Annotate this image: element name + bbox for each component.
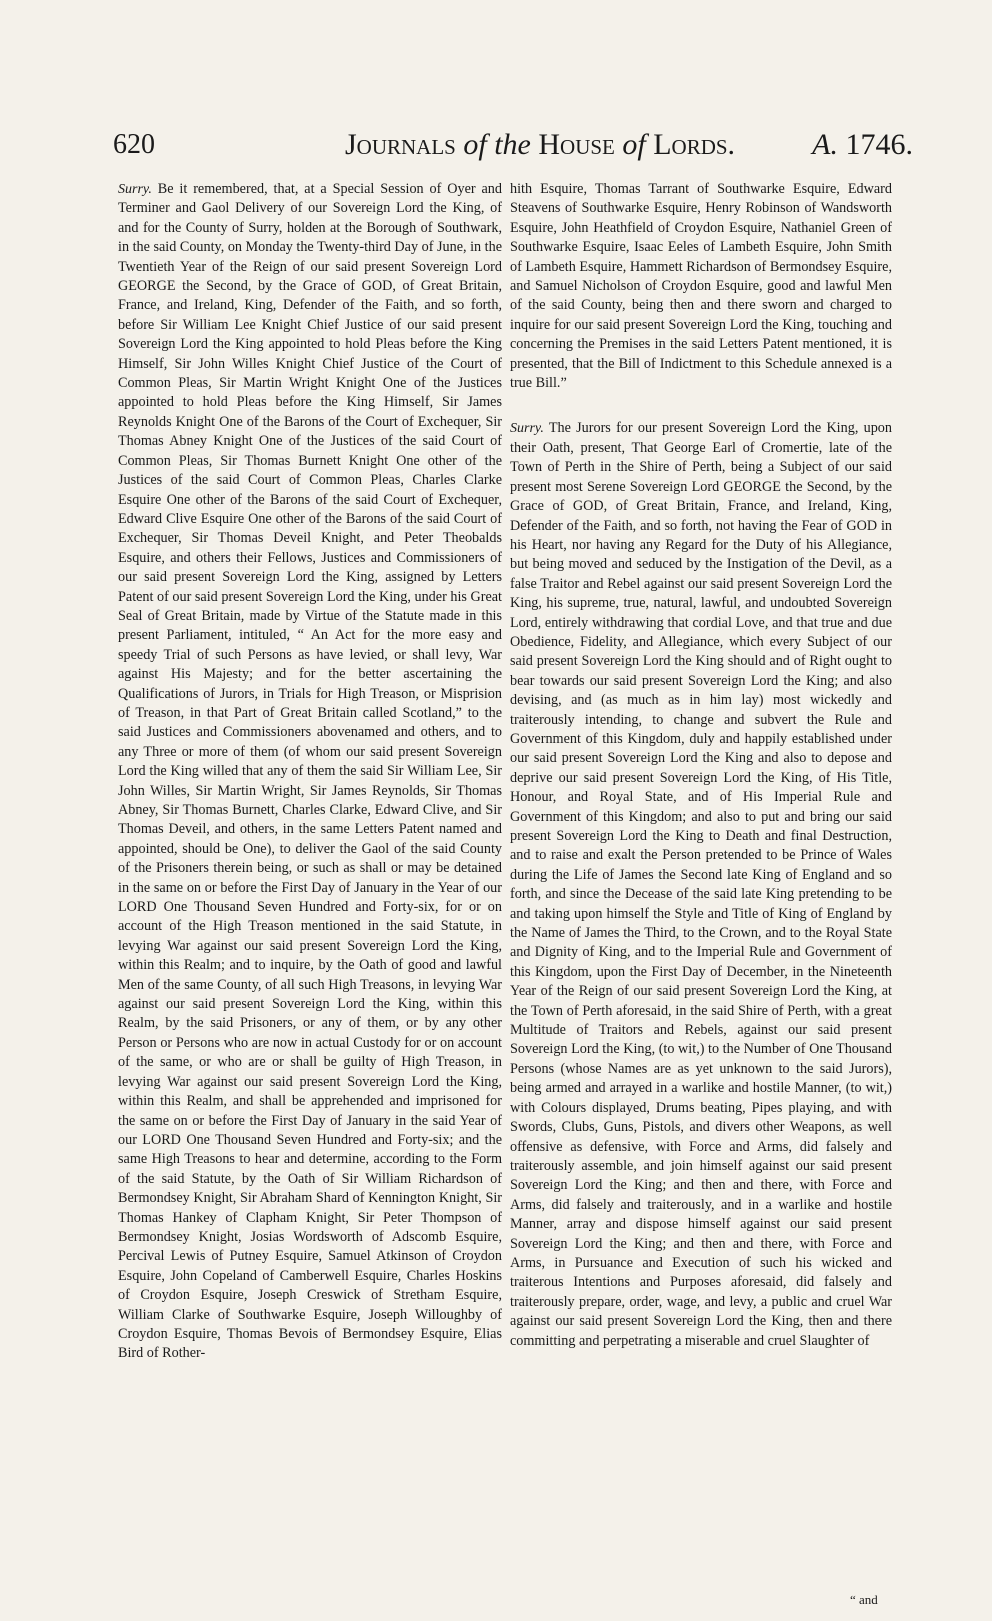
page-number: 620 — [113, 129, 155, 160]
right-margin-label: Surry. — [510, 421, 544, 437]
right-paragraph-2 — [510, 419, 892, 1351]
running-title — [345, 124, 735, 166]
right-column — [510, 180, 892, 1351]
year-label — [812, 124, 913, 166]
title-lords: Lords. — [653, 128, 736, 161]
right-paragraph-1: hith Esquire, Thomas Tarrant of Southwarke Esquire, Edward Steavens of Southwarke Esquire, Henry Robinson of Wandsworth Esquire, John Heathfield of Croydon Esquire, Nathaniel Green of Southwarke Esquire, Isaac Eeles of Lambeth Esquire, John Smith of Lambeth Esquire, Hammett Richardson of Bermondsey Esquire, and Samuel Nicholson of Croydon Esquire, good and lawful Men of the said County, being then and there sworn and charged to inquire for our said present Sovereign Lord the King, touching and concerning the Premises in the said Letters Patent mentioned, it is presented, that the Bill of Indictment to this Schedule annexed is a true Bill.” — [510, 181, 892, 392]
title-journals: Journals — [345, 128, 456, 161]
title-of: of — [463, 128, 487, 161]
year-value: 1746. — [845, 128, 913, 161]
page-header — [113, 124, 913, 166]
catchword: “ and — [850, 1592, 878, 1607]
left-margin-label: Surry. — [118, 182, 152, 197]
year-prefix: A. — [812, 128, 838, 161]
left-column — [118, 180, 502, 1364]
title-the: the — [494, 128, 531, 161]
title-of-2: of — [622, 128, 646, 161]
right-paragraph-2-text: The Jurors for our present Sovereign Lord the King, upon their Oath, present, That George Earl of Cromertie, late of the Town of Perth in the Shire of Perth, being a Subject of our said present most Serene Sovereign Lord GEORGE the Second, by the Grace of GOD, of Great Britain, France, and Ireland, King, Defender of the Faith, and so forth, not having the Fear of GOD in his Heart, nor having any Regard for the Duty of his Allegiance, but being moved and seduced by the Instigation of the Devil, as a false Traitor and Rebel against our said present Sovereign Lord the King, his supreme, true, natural, lawful, and undoubted Sovereign Lord, entirely withdrawing that cordial Love, and that true and due Obedience, Fidelity, and Allegiance, which every Subject of our said present Sovereign Lord the King should and of Right ought to bear towards our said present Sovereign Lord the King; and also devising, and (as much as in him lay) most wickedly and traiterously intending, to change and subvert the Rule and Government of this Kingdom, duly and happily established under our said present Sovereign Lord the King and also to depose and deprive our said present Sovereign Lord the King, of His Title, Honour, and Royal State, and of His Imperial Rule and Government of this Kingdom; and also to put and bring our said present Sovereign Lord the King to Death and final Destruction, and to raise and exalt the Person pretended to be Prince of Wales during the Life of James the Second late King of England and so forth, and since the Decease of the said late King pretending to be and taking upon himself the Style and Title of King of England by the Name of James the Third, to the Crown, and to the Royal State and Dignity of King, and to the Imperial Rule and Government of this Kingdom, upon the First Day of December, in the Nineteenth Year of the Reign of our said present Sovereign Lord the King, at the Town of Perth aforesaid, in the said Shire of Perth, with a great Multitude of Traitors and Rebels, against our said present Sovereign Lord the King, (to wit,) to the Number of One Thousand Persons (whose Names are as yet unknown to the said Jurors), being armed and arrayed in a warlike and hostile Manner, (to wit,) with Colours displayed, Drums beating, Pipes playing, and with Swords, Clubs, Guns, Pistols, and divers other Weapons, as well offensive as defensive, with Force and Arms, did falsely and traiterously assemble, and join himself against our said present Sovereign Lord the King; and then and there, with Force and Arms, did falsely and traiterously, and in a warlike and hostile Manner, array and dispose himself against our said present Sovereign Lord the King; and then and there, with Force and Arms, in Pursuance and Execution of such his wicked and traiterous Intentions and Purposes aforesaid, did falsely and traiterously prepare, order, wage, and levy, a public and cruel War against our said present Sovereign Lord the King, then and there committing and perpetrating a miserable and cruel Slaughter of — [510, 420, 892, 1349]
left-paragraph-text: Be it remembered, that, at a Special Session of Oyer and Terminer and Gaol Delivery of our Sovereign Lord the King, of and for the County of Surry, holden at the Borough of Southwark, in the said County, on Monday the Twenty-third Day of June, in the Twentieth Year of the Reign of our said present Sovereign Lord GEORGE the Second, by the Grace of GOD, of Great Britain, France, and Ireland, King, Defender of the Faith, and so forth, before Sir William Lee Knight Chief Justice of our said present Sovereign Lord the King appointed to hold Pleas before the King Himself, Sir John Willes Knight Chief Justice of the Court of Common Pleas, Sir Martin Wright Knight One of the Justices appointed to hold Pleas before the King Himself, Sir James Reynolds Knight One of the Barons of the Court of Exchequer, Sir Thomas Abney Knight One of the Justices of the said Court of Common Pleas, Sir Thomas Burnett Knight One other of the Justices of the said Court of Common Pleas, Charles Clarke Esquire One other of the Barons of the said Court of Exchequer, Edward Clive Esquire One other of the Barons of the said Court of Exchequer, Sir Thomas Deveil Knight, and Peter Theobalds Esquire, and others their Fellows, Justices and Commissioners of our said present Sovereign Lord the King, assigned by Letters Patent of our said present Sovereign Lord the King, under his Great Seal of Great Britain, made by Virtue of the Statute made in this present Parliament, intituled, “ An Act for the more easy and speedy Trial of such Persons as have levied, or shall levy, War against His Majesty; and for the better ascertaining the Qualifications of Jurors, in Trials for High Treason, or Misprision of Treason, in that Part of Great Britain called Scotland,” to the said Justices and Commissioners abovenamed and others, and to any Three or more of them (of whom our said present Sovereign Lord the King willed that any of them the said Sir William Lee, Sir John Willes, Sir Martin Wright, Sir James Reynolds, Sir Thomas Abney, Sir Thomas Burnett, Charles Clarke, Edward Clive, and Sir Thomas Deveil, and others, in the same Letters Patent named and appointed, should be One), to deliver the Gaol of the said County of the Prisoners therein being, or such as shall or may be detained in the same on or before the First Day of January in the Year of our LORD One Thousand Seven Hundred and Forty-six, for or on account of the High Treason mentioned in the said Statute, in levying War against our said present Sovereign Lord the King, within this Realm; and to inquire, by the Oath of good and lawful Men of the same County, of all such High Treasons, in levying War against our said present Sovereign Lord the King, within this Realm, by the said Prisoners, or any of them, or by any other Person or Persons who are now in actual Custody for or on account of the same, or who are or shall be guilty of High Treason, in levying War against our said present Sovereign Lord the King, within this Realm, and shall be apprehended and imprisoned for the same on or before the First Day of January in the said Year of our LORD One Thousand Seven Hundred and Forty-six; and the same High Treasons to hear and determine, according to the Form of the said Statute, by the Oath of Sir William Richardson of Bermondsey Knight, Sir Abraham Shard of Kennington Knight, Sir Thomas Hankey of Clapham Knight, Sir Peter Thompson of Bermondsey Knight, Josias Wordsworth of Adscomb Esquire, Percival Lewis of Putney Esquire, Samuel Atkinson of Croydon Esquire, John Copeland of Camberwell Esquire, Charles Hoskins of Croydon Esquire, Joseph Creswick of Stretham Esquire, William Clarke of Southwarke Esquire, Joseph Willoughby of Croydon Esquire, Thomas Bevois of Bermondsey Esquire, Elias Bird of Rother- — [118, 181, 502, 1362]
title-house: House — [538, 128, 615, 161]
left-paragraph — [118, 180, 502, 1364]
